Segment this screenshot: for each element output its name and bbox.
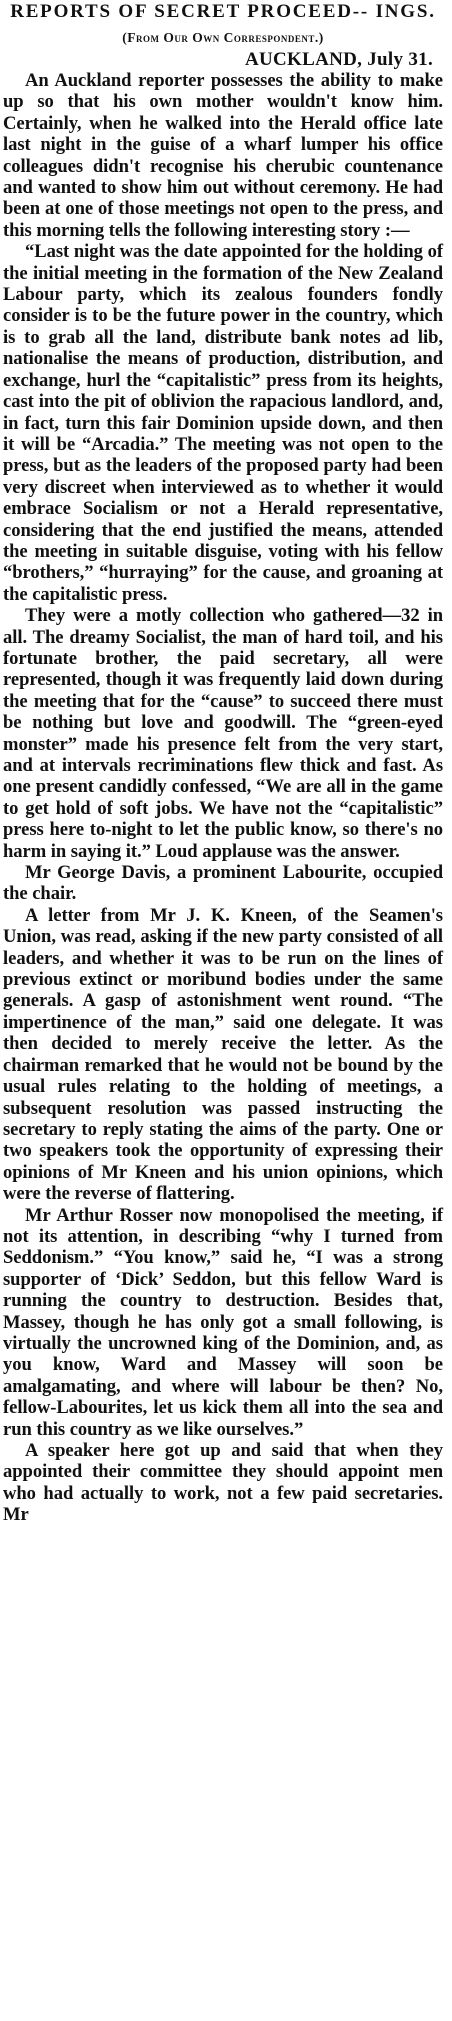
article-headline: REPORTS OF SECRET PROCEED-- INGS. bbox=[10, 1, 436, 22]
paragraph-rosser: Mr Arthur Rosser now monopolised the meeting, if not its attention, in describing “why I turned from Seddonism.” “You know,” said he, “I was a strong supporter of ‘Dick’ Seddon, but this fellow Ward is running the country to destruction. Besides that, Massey, though he has only got a small following, is virtually the uncrowned king of the Dominion, and, as you know, Ward and Massey will soon be amalgamating, and where will labour be then? No, fellow-Labourites, let us kick them all into the sea and run this country as we like ourselves.” bbox=[3, 1204, 443, 1440]
article-byline: (From Our Own Correspondent.) bbox=[122, 30, 324, 45]
paragraph-collection: They were a motly collection who gathered—32 in all. The dreamy Socialist, the man of hard toil, and his fortunate brother, the paid secretary, all were represented, though it was frequently laid down during the meeting that for the “cause” to succeed there must be nothing but love and goodwill. The “green-eyed monster” made his presence felt from the very start, and at intervals recriminations flew thick and fast. As one present candidly confessed, “We are all in the game to get hold of soft jobs. We have not the “capitalistic” press here to-night to let the public know, so there's no harm in saying it.” Loud applause was the answer. bbox=[3, 605, 443, 862]
newspaper-article bbox=[3, 0, 443, 1526]
paragraph-intro: An Auckland reporter possesses the ability to make up so that his own mother wouldn't know him. Certainly, when he walked into the Herald office late last night in the guise of a wharf lumper his office colleagues didn't recognise his cherubic countenance and wanted to show him out without ceremony. He had been at one of those meetings not open to the press, and this morning tells the following interesting story :— bbox=[3, 70, 443, 241]
paragraph-letter: A letter from Mr J. K. Kneen, of the Seamen's Union, was read, asking if the new party consisted of all leaders, and whether it was to be run on the lines of previous extinct or moribund bodies under the same generals. A gasp of astonishment went round. “The impertinence of the man,” said one delegate. It was then decided to merely receive the letter. As the chairman remarked that he would not be bound by the usual rules relating to the holding of meetings, a subsequent resolution was passed instructing the secretary to reply stating the aims of the party. One or two speakers took the opportunity of expressing their opinions of Mr Kneen and his union opinions, which were the reverse of flattering. bbox=[3, 904, 443, 1205]
article-dateline: AUCKLAND, July 31. bbox=[244, 49, 433, 70]
paragraph-speaker: A speaker here got up and said that when they appointed their committee they should appoint men who had actually to work, not a few paid secretaries. Mr bbox=[3, 1440, 443, 1526]
paragraph-chairman: Mr George Davis, a prominent Labourite, occupied the chair. bbox=[3, 862, 443, 905]
paragraph-report: “Last night was the date appointed for the holding of the initial meeting in the formation of the New Zealand Labour party, which its zealous founders fondly consider is to be the future power in the country, which is to grab all the land, distribute bank notes ad lib, nationalise the means of production, distribution, and exchange, hurl the “capitalistic” press from its heights, cast into the pit of oblivion the rapacious landlord, and, in fact, turn this fair Dominion upside down, and then it will be “Arcadia.” The meeting was not open to the press, but as the leaders of the proposed party had been very discreet when interviewed as to whether it would embrace Socialism or not a Herald representative, considering that the end justified the means, attended the meeting in suitable disguise, voting with his fellow “brothers,” “hurraying” for the cause, and groaning at the capitalistic press. bbox=[3, 241, 443, 605]
